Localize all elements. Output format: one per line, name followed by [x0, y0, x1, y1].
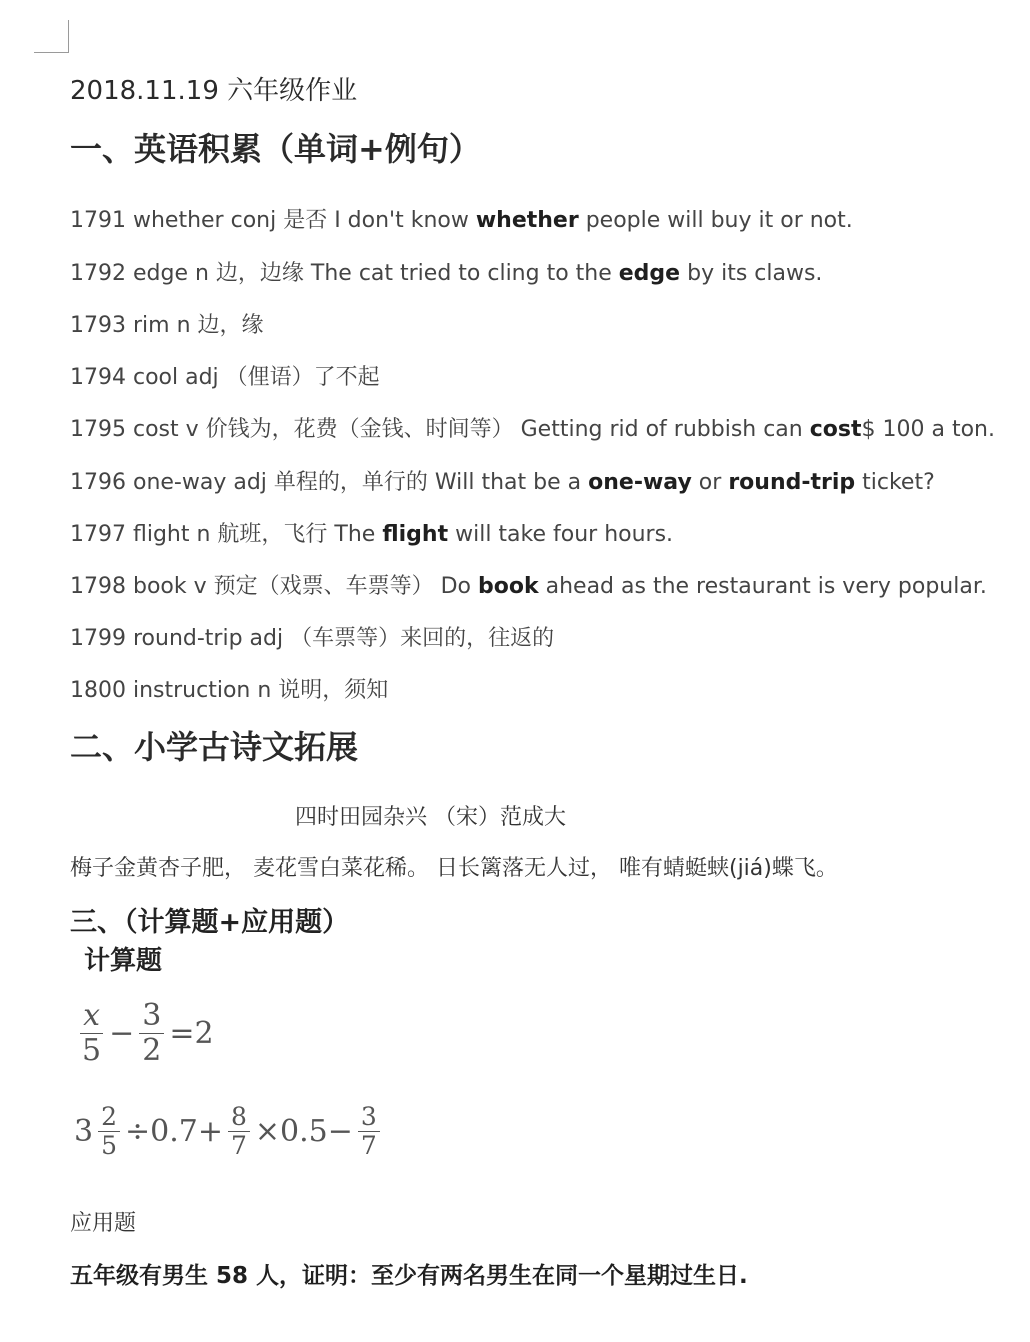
fraction: $\frac{8}{7}$	[228, 1104, 250, 1160]
calc-subheading: 计算题	[84, 946, 163, 976]
date-title: 2018.11.19 六年级作业	[70, 76, 358, 106]
vocab-entry: 1792 edge n 边，边缘 The cat tried to cling to the edge by its claws.	[70, 261, 823, 286]
poem-text: 梅子金黄杏子肥， 麦花雪白菜花稀。 日长篱落无人过， 唯有蜻蜓蛱(jiá)蝶飞。	[70, 856, 838, 881]
fraction: $\frac{2}{5}$	[98, 1104, 120, 1160]
section2-heading: 二、小学古诗文拓展	[70, 728, 359, 766]
vocab-entry: 1791 whether conj 是否 I don't know whether people will buy it or not.	[70, 208, 853, 233]
fraction: $\frac{3}{7}$	[358, 1104, 380, 1160]
page-corner-mark	[34, 20, 69, 53]
section3-heading: 三、（计算题+应用题）	[70, 907, 350, 938]
vocab-entry: 1796 one-way adj 单程的，单行的 Will that be a one-way or round-trip ticket?	[70, 470, 935, 495]
fraction: $\frac{3}{2}$	[139, 1000, 164, 1066]
poem-title: 四时田园杂兴 （宋）范成大	[295, 805, 566, 830]
vocab-entry: 1799 round-trip adj （车票等）来回的，往返的	[70, 626, 555, 651]
vocab-entry: 1800 instruction n 说明，须知	[70, 678, 389, 703]
expression-2: 3 $\frac{2}{5}$ ÷0.7+ $\frac{8}{7}$ ×0.5− $\frac{3}{7}$	[72, 1104, 383, 1160]
vocab-entry: 1798 book v 预定（戏票、车票等） Do book ahead as the restaurant is very popular.	[70, 574, 987, 599]
vocab-entry: 1794 cool adj （俚语）了不起	[70, 365, 380, 390]
equation-1: $\frac{x}{5}$ − $\frac{3}{2}$ =2	[76, 1000, 216, 1066]
application-problem: 五年级有男生 58 人，证明：至少有两名男生在同一个星期过生日.	[70, 1263, 748, 1289]
fraction: $\frac{x}{5}$	[82, 998, 102, 1068]
vocab-entry: 1797 flight n 航班，飞行 The flight will take four hours.	[70, 522, 674, 547]
application-subheading: 应用题	[70, 1211, 137, 1236]
section1-heading: 一、英语积累（单词+例句）	[70, 130, 481, 168]
vocab-entry: 1795 cost v 价钱为，花费（金钱、时间等） Getting rid of rubbish can cost$ 100 a ton.	[70, 417, 995, 442]
vocab-entry: 1793 rim n 边，缘	[70, 313, 264, 338]
